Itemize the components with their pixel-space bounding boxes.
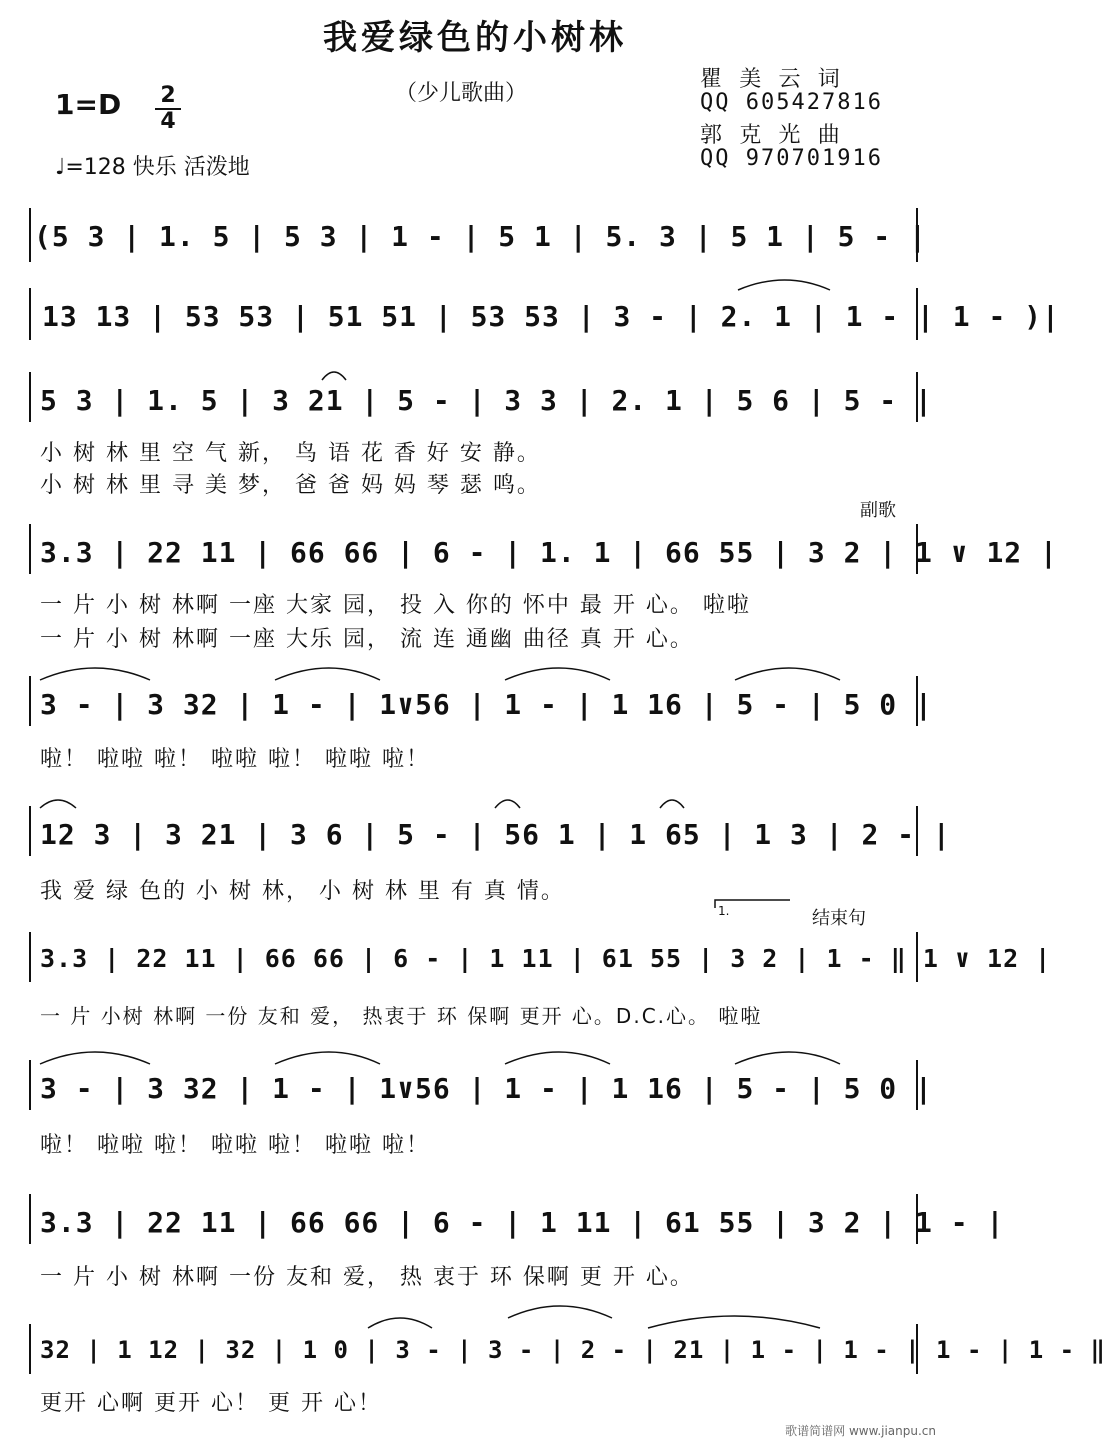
notation-row-7: 3.3 | 22 11 | 66 66 | 6 - | 1 11 | 61 55 | 3 2 | 1 - ‖ 1 ∨ 12 | — [40, 944, 1052, 973]
notation-row-3: 5 3 | 1. 5 | 3 21 | 5 - | 3 3 | 2. 1 | 5 6 | 5 - | — [40, 384, 933, 417]
tempo-marking: ♩=128 快乐 活泼地 — [55, 155, 250, 180]
notation-row-5: 3 - | 3 32 | 1 - | 1∨56 | 1 - | 1 16 | 5 - | 5 0 | — [40, 688, 933, 721]
composer-qq: QQ 970701916 — [700, 146, 883, 171]
lyric-row-3: 一 片 小 树 林啊 一座 大家 园， 投 入 你的 怀中 最 开 心。 啦啦 — [40, 593, 751, 618]
notation-row-8: 3 - | 3 32 | 1 - | 1∨56 | 1 - | 1 16 | 5 - | 5 0 | — [40, 1072, 933, 1105]
song-subtitle: （少儿歌曲） — [395, 81, 528, 106]
volta-label: 1. — [718, 904, 730, 918]
lyric-row-2: 小 树 林 里 寻 美 梦， 爸 爸 妈 妈 琴 瑟 鸣。 — [40, 473, 541, 498]
notation-row-4: 3.3 | 22 11 | 66 66 | 6 - | 1. 1 | 66 55 | 3 2 | 1 ∨ 12 | — [40, 536, 1058, 569]
notation-row-10: 32 | 1 12 | 32 | 1 0 | 3 - | 3 - | 2 - | 21 | 1 - | 1 - | 1 - | 1 - ‖ — [40, 1336, 1106, 1364]
lyric-row-9: 一 片 小 树 林啊 一份 友和 爱， 热 衷于 环 保啊 更 开 心。 — [40, 1265, 694, 1290]
lyric-row-7: 一 片 小树 林啊 一份 友和 爱， 热衷于 环 保啊 更开 心。D.C.心。 啦啦 — [40, 1004, 763, 1028]
ending-label: 结束句 — [812, 908, 866, 929]
site-watermark: 歌谱简谱网 www.jianpu.cn — [785, 1424, 936, 1438]
notation-row-9: 3.3 | 22 11 | 66 66 | 6 - | 1 11 | 61 55 | 3 2 | 1 - | — [40, 1206, 1005, 1239]
lyric-row-1: 小 树 林 里 空 气 新， 鸟 语 花 香 好 安 静。 — [40, 441, 541, 466]
composer-credit: 郭 克 光 曲 — [700, 123, 842, 148]
chorus-label: 副歌 — [860, 500, 896, 521]
lyricist-qq: QQ 605427816 — [700, 90, 883, 115]
lyric-row-5: 啦！ 啦啦 啦！ 啦啦 啦！ 啦啦 啦！ — [40, 747, 430, 772]
song-title: 我爱绿色的小树林 — [323, 18, 627, 58]
notation-row-2: 13 13 | 53 53 | 51 51 | 53 53 | 3 - | 2. 1 | 1 - | 1 - )| — [42, 300, 1060, 333]
notation-row-1: (5 3 | 1. 5 | 5 3 | 1 - | 5 1 | 5. 3 | 5 1 | 5 - | — [34, 220, 927, 253]
time-signature-bottom: 4 — [155, 108, 181, 134]
notation-row-6: 12 3 | 3 21 | 3 6 | 5 - | 56 1 | 1 65 | 1 3 | 2 - | — [40, 818, 951, 851]
lyricist-credit: 瞿 美 云 词 — [700, 67, 842, 92]
lyric-row-4: 一 片 小 树 林啊 一座 大乐 园， 流 连 通幽 曲径 真 开 心。 — [40, 627, 694, 652]
lyric-row-8: 啦！ 啦啦 啦！ 啦啦 啦！ 啦啦 啦！ — [40, 1133, 430, 1158]
key-signature: 1=D — [55, 88, 122, 121]
time-signature-top: 2 — [160, 83, 176, 108]
lyric-row-6: 我 爱 绿 色的 小 树 林， 小 树 林 里 有 真 情。 — [40, 879, 565, 904]
lyric-row-10: 更开 心啊 更开 心！ 更 开 心！ — [40, 1391, 382, 1416]
